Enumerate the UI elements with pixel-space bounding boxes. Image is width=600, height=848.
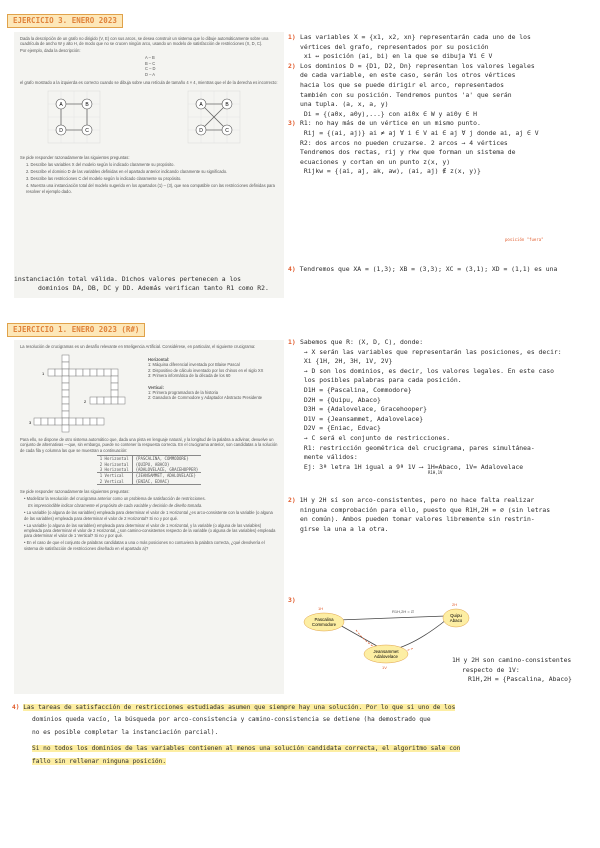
answer-text: D3H = {Adalovelace, Gracehooper} (300, 405, 427, 414)
ex1-question: • La variable (o alguna de las variables) empleada para determinar el valor de 1 Horizontal ¿es arco-consistente con la variable (o alguna de las variables) empleada para determinar el valor de 2 Horizontal? Si no y por qué. (24, 510, 273, 521)
answer-text: R1: restricción geométrica del crucigrama, pares simultánea- (300, 443, 535, 452)
answer-text: xi ↔ posición (ai, bi) en la que se dibuja ∀i ∈ V (300, 52, 493, 61)
answer-text: D2V = {Eniac, Edvac} (300, 424, 381, 433)
answer-line (288, 348, 594, 358)
ex1-q4-line: fallo sin rellenar ninguna posición. (32, 757, 167, 765)
answer-text: los posibles palabras para cada posición. (300, 376, 462, 385)
answer-line (288, 367, 594, 377)
node-tag: 1H (318, 606, 324, 611)
answer-text: Rij = {(ai, aj)} ai ≠ aj ∀ i ∈ V ai ∈ aj ∀ j donde ai, aj ∈ V (300, 128, 539, 137)
ex3-question: 1. Describe las variables X del modelo según lo indicado claramente su propósito. (26, 162, 175, 168)
answer-line (288, 129, 594, 139)
answer-text: Rijkw = {(ai, aj, ak, aw), (ai, aj) ∉ z(x, y)} (300, 167, 481, 176)
ex3-statement (14, 32, 284, 298)
node-label: D (199, 128, 203, 135)
node-tag: 1V (382, 665, 387, 670)
answer-line (288, 62, 594, 72)
answer-text: D1V = {Jeansammet, Adalovelace} (300, 414, 424, 423)
ex1-ask: Se pide responder razonadamente las siguientes preguntas: (20, 489, 130, 495)
ex1-q2-line: en común). Ambos pueden tomar valores libremente sin restrin- (300, 515, 535, 524)
answer-line (288, 91, 594, 101)
ex1-question: • La variable (o alguna de las variables) empleada para determinar el valor de 1 Horizontal, y la variable (o alguna de las variables) empleada para determinar el valor de 2 Horizontal, ¿son camino-consistentes respecto de la variable (o alguna de las variables) empleada para determinar el valor de 1 Vertical? Si no y por qué. (24, 522, 276, 539)
table-row: 1 Horizontal {PASCALINA, COMMODORE} (97, 456, 202, 462)
answer-text: vértices del grafo, representados por su posición (300, 42, 489, 51)
ex3-edge: D – A (145, 71, 156, 77)
answer-text: una tupla. (a, x, a, y) (300, 100, 389, 109)
answer-line (288, 434, 594, 444)
ex3-example-intro: Por ejemplo, dada la descripción: (20, 48, 81, 54)
ex1-q4-line: Las tareas de satisfacción de restricciones estudiadas asumen que siempre hay una solución. Por lo que si uno de los (23, 704, 456, 711)
graph-edge (338, 616, 446, 620)
ex3-middle: el grafo mostrado a la izquierda es correcto cuando se dibuja sobre una retícula de tamaño 4 × 4, mientras que el de la derecha es incorrecto: (20, 80, 278, 86)
answer-line (288, 405, 594, 415)
grid-number: 3 (29, 420, 32, 425)
vertical-title: Vertical: (148, 384, 164, 390)
answer-number: 1) (288, 33, 296, 41)
grid-number: 1 (42, 371, 45, 376)
answer-line (288, 43, 594, 53)
answer-text: Tendremos dos rectas, rij y rkw que forman un sistema de (300, 148, 516, 157)
answer-text: ecuaciones y cortan en un punto z(x, y) (300, 157, 451, 166)
ex3-answer (288, 33, 594, 177)
horizontal-clue: 1: Máquina diferencial inventada por Blaise Pascal (148, 362, 240, 368)
ex3-edge: A – B (145, 55, 155, 61)
ex3-final-num: 4) (288, 265, 296, 273)
node-label: C (85, 128, 89, 135)
answer-line (288, 424, 594, 434)
answer-text: Sabemos que R: (X, D, C), donde: (300, 338, 424, 346)
answer-text: Di = {(a0x, a0y),...} con ai0x ∈ W y ai0y ∈ H (300, 109, 477, 118)
ex1-q4-num: 4) (12, 704, 20, 711)
answer-line (288, 444, 594, 454)
answer-line (288, 376, 594, 386)
answer-line (288, 52, 594, 62)
candidates-table (97, 455, 202, 485)
graph-edge (392, 620, 446, 650)
node-label: B (225, 102, 229, 109)
ex1-statement (14, 340, 284, 694)
ex3-intro: Dada la descripción de un grafo no dirigido (V, E) con sus arcos, se desea construir un sistema que lo dibuje automáticamente sobre una cuadrícula de ancho W y alto H, de modo que no se crucen ningún arco, usando un modelo de satisfacción de restricciones (X, D, C). (20, 36, 269, 47)
answer-line (288, 386, 594, 396)
ex3-question: 4. Muestra una instanciación total del modelo sugerido en los apartados (1) – (3), que sea compatible con las restricciones definidas para resolver el ejemplo dado. (26, 183, 275, 194)
node-label: C (225, 128, 229, 135)
answer-line (288, 71, 594, 81)
answer-number: 3) (288, 119, 296, 128)
answer-text: de cada variable, en este caso, serán los otros vértices (300, 71, 516, 80)
answer-line (288, 338, 594, 348)
ex1-clues (148, 357, 278, 401)
node-text: Jeansammet Adalovelace (373, 649, 399, 659)
ex1-middle: Para ello, se dispone de otro sistema automático que, dada una pista en lenguaje natural, y la longitud de la palabra a adivinar, devuelve un conjunto de alternativas —que, sin embargo, puede no contener la respuesta correcta. En el crucigrama anterior, son candidatas a la solución de cada fila y columna las que se muestran a continuación: (20, 437, 278, 453)
answer-line (288, 415, 594, 425)
horizontal-clue: 3: Primera informática de la década de los 60 (148, 373, 231, 379)
ex3-final-line2: dominios DA, DB, DC y DD. Además verifican tanto R1 como R2. (38, 284, 269, 293)
ex3-ask: Se pide responder razonadamente las siguientes preguntas: (20, 155, 130, 161)
answer-number: 1) (288, 338, 296, 346)
answer-line (288, 357, 594, 367)
node-label: A (199, 102, 203, 109)
ex3-header: EJERCICIO 3. ENERO 2023 (7, 14, 123, 28)
ex1-q3-side-line: respecto de 1V: (462, 665, 520, 674)
node-label: D (59, 128, 63, 135)
ex1-header: EJERCICIO 1. ENERO 2023 (R#) (7, 323, 145, 337)
answer-text: D1H = {Pascalina, Commodore} (300, 385, 412, 394)
horizontal-clue: 2: Dispositivo de cálculo inventado por los chinos en el siglo XX (148, 367, 264, 373)
answer-text: → D son los dominios, es decir, los valores legales. En este caso (300, 366, 554, 375)
answer-text: Xi {1H, 2H, 3H, 1V, 2V} (300, 357, 393, 366)
vertical-clue: 2: Ganadora de Commodore y Adaptador Abstracto Presidente (148, 395, 263, 401)
crossword-grid (28, 351, 148, 437)
table-row: 2 Vertical {ENIAC, EDVAC} (97, 479, 202, 485)
edge-label: R1H,2H = ∅ (392, 609, 415, 614)
ex1-answer (288, 338, 594, 472)
node-tag: 2H (452, 602, 458, 607)
answer-text: mente válidos: (300, 453, 358, 462)
ex1-r-label: R1H,1V (428, 470, 443, 475)
ex3-final-answer (14, 265, 594, 294)
ex3-question: 2. Describe el dominio D de las variables definidas en el apartado anterior indicando claramente su significado. (26, 169, 228, 175)
ex1-q2-line: ninguna comprobación para ello, puesto que R1H,2H = ∅ (sin letras (300, 505, 551, 514)
answer-text: R2: dos arcos no pueden cruzarse. 2 arcos → 4 vértices (300, 138, 508, 147)
ex3-edge: B – C (145, 60, 156, 66)
ex1-q3-side-line: 1H y 2H son camino-consistentes (452, 656, 572, 664)
answer-line (288, 453, 594, 463)
answer-text: → X serán las variables que representarán las posiciones, es decir: (300, 347, 562, 356)
ex1-question: • Modelizar la resolución del crucigrama anterior como un problema de satisfacción de restricciones. (24, 496, 206, 502)
node-text: Pascalina Commodore (311, 617, 337, 627)
ex1-crossword-block (20, 351, 278, 437)
ex1-intro: La resolución de crucigramas es un desafío relevante en Inteligencia Artificial. Considérese, en particular, el siguiente crucigrama: (20, 344, 256, 349)
graph-correct (48, 91, 100, 143)
answer-text: R1: no hay más de un vértice en un mismo punto. (300, 119, 481, 128)
ex1-q4-line: dominios queda vacío, la búsqueda por arco-consistencia y camino-consistencia se detiene (ha demostrado que (32, 716, 431, 724)
answer-number: 2) (288, 61, 296, 70)
answer-text: → C será el conjunto de restricciones. (300, 433, 451, 442)
ex1-q3-side (452, 656, 572, 685)
answer-line (288, 148, 594, 158)
ex1-q4 (12, 702, 596, 768)
ex3-edge-list (145, 55, 278, 77)
ex1-question: • En el caso de que el conjunto de palabras candidatas a una o más posiciones no contuviera la palabra correcta, ¿qué devolvería el sistema de satisfacción de restricciones diseñado en el apartado a)? (24, 540, 265, 551)
ex3-note: posición "fuera" (505, 237, 544, 242)
answer-line (288, 100, 594, 110)
ex1-q3-num: 3) (288, 596, 296, 604)
ex1-q2 (288, 496, 594, 534)
ex1-q4-line: Si no todos los dominios de las variables contienen al menos una solución candidata correcta, el algoritmo sale con (32, 745, 461, 753)
node-label: A (59, 102, 63, 109)
answer-text: D2H = {Quipu, Abaco} (300, 395, 381, 404)
answer-text: Las variables X = {x1, x2, xn} representarán cada uno de los (300, 33, 531, 41)
ex1-q2-line: girse la una a la otra. (300, 524, 389, 533)
ex1-q2-line: 1H y 2H sí son arco-consistentes, pero no hace falta realizar (299, 496, 535, 504)
answer-line (288, 139, 594, 149)
graph-incorrect (188, 91, 240, 143)
answer-line (288, 119, 594, 129)
answer-text: Ej: 3ª letra 1H igual a 9ª 1V ⟶ 1H=Abaco, 1V= Adalovelace (300, 462, 524, 471)
answer-line (288, 396, 594, 406)
answer-line (288, 167, 594, 177)
ex1-q3-side-line: R1H,2H = {Pascalina, Abaco} (468, 675, 572, 684)
node-text: Quipu Abaco (449, 613, 463, 623)
grid-number: 2 (84, 399, 87, 404)
ex1-q4-line: no es posible completar la instanciación parcial). (32, 728, 219, 736)
answer-line (288, 81, 594, 91)
horizontal-title: Horizontal: (148, 357, 170, 362)
ex1-q2-num: 2) (288, 496, 296, 504)
answer-line (288, 158, 594, 168)
answer-text: hacia los que se puede dirigir el arco, representados (300, 80, 504, 89)
ex1-question-note: Es imprescindible indicar claramente el propósito de cada variable y decisión de diseño tomada. (28, 503, 203, 509)
ex3-question: 3. Describe las restricciones C del modelo según lo indicado claramente su propósito. (26, 176, 182, 182)
ex3-edge: C – D (145, 66, 156, 72)
answer-text: también con su posición. Tendremos puntos 'a' que serán (300, 90, 512, 99)
table-row: 1 Vertical {JEANSAMMET, ADALOVELACE} (97, 473, 202, 479)
table-row: 3 Horizontal {ADALOVELACE, GRACEHOPPER} (97, 467, 202, 473)
answer-line (288, 110, 594, 120)
table-row: 2 Horizontal {QUIPU, ABACO} (97, 462, 202, 467)
answer-line (288, 33, 594, 43)
ex3-graphs-figure (20, 87, 278, 151)
vertical-clue: 1: Primera programadora de la historia (148, 390, 219, 396)
ex3-final-line1: Tendremos que XA = (1,3); XB = (3,3); XC = (3,1); XD = (1,1) es una instanciación total válida. Dichos valores pertenecen a los (14, 265, 558, 283)
node-label: B (85, 102, 89, 109)
answer-text: Los dominios D = {D1, D2, Dn} representan los valores legales (300, 61, 535, 70)
